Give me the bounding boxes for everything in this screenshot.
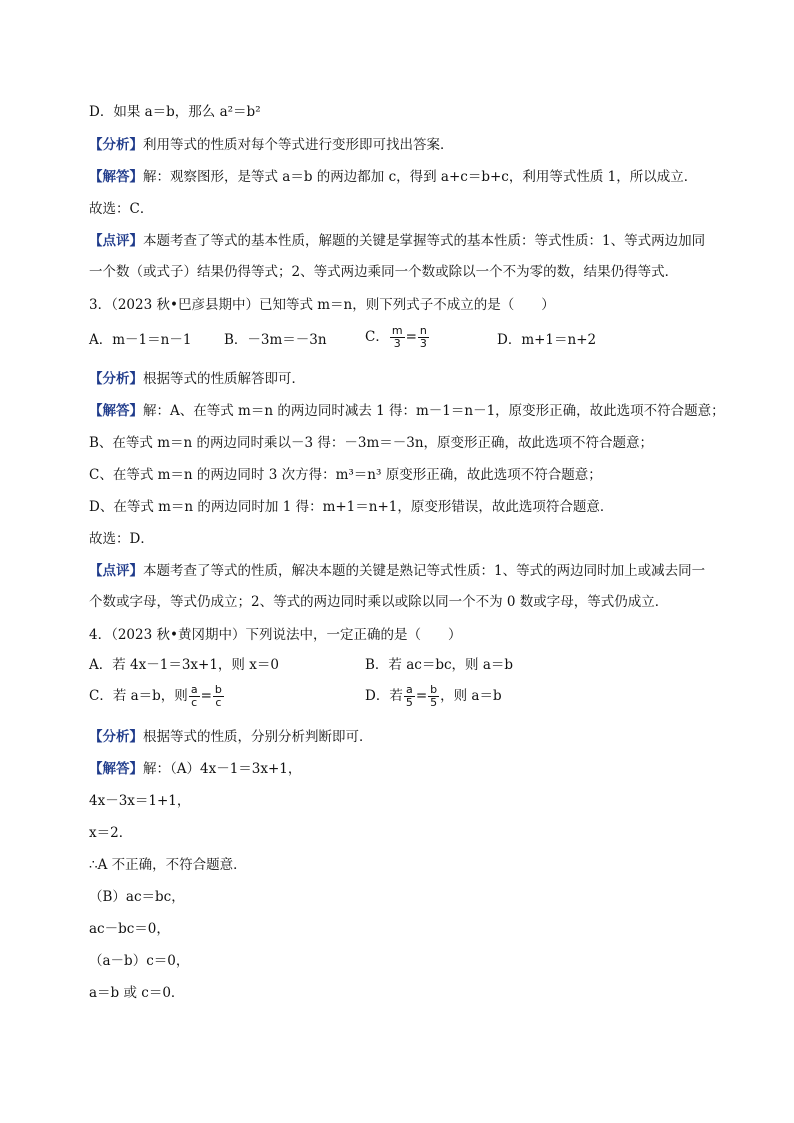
q3-answer-d: D、在等式 m＝n 的两边同时加 1 得：m+1＝n+1，原变形错误，故此选项符合题意． bbox=[89, 499, 614, 515]
fraction bbox=[189, 684, 200, 709]
fraction bbox=[428, 684, 439, 709]
fraction bbox=[418, 325, 429, 350]
fraction bbox=[390, 325, 405, 350]
numerator: b bbox=[428, 684, 439, 697]
analysis-tag: 【分析】 bbox=[89, 371, 143, 387]
answer-tag: 【解答】 bbox=[89, 403, 143, 419]
comment-tag: 【点评】 bbox=[89, 563, 143, 579]
answer-text: 解：（A）4x－1＝3x+1， bbox=[143, 761, 302, 777]
numerator: m bbox=[391, 324, 403, 337]
comment-tag: 【点评】 bbox=[89, 233, 143, 249]
q3-comment-cont: 个数或字母，等式仍成立；2、等式的两边同时乘以或除以同一个不为 0 数或字母，等式仍成立． bbox=[89, 594, 669, 610]
answer-tag: 【解答】 bbox=[89, 169, 143, 185]
option-d-suffix: ，则 a＝b bbox=[440, 688, 502, 704]
denominator: 3 bbox=[419, 337, 427, 350]
q3-options bbox=[0, 325, 794, 355]
q3-option-a: A．m－1＝n－1 bbox=[89, 332, 192, 348]
fraction bbox=[404, 684, 415, 709]
comment-text: 本题考查了等式的基本性质，解题的关键是掌握等式的基本性质：等式性质：1、等式两边加同 bbox=[143, 233, 706, 249]
q4-step: （B）ac＝bc， bbox=[89, 889, 185, 905]
q4-option-a: A．若 4x－1＝3x+1，则 x＝0 bbox=[89, 657, 279, 673]
q4-option-b: B．若 ac＝bc，则 a＝b bbox=[365, 657, 514, 673]
numerator: a bbox=[404, 684, 415, 697]
equals-sign: = bbox=[200, 688, 212, 704]
q4-step: ∴A 不正确，不符合题意． bbox=[89, 857, 247, 873]
q3-comment bbox=[89, 562, 705, 580]
q2-comment bbox=[89, 232, 705, 250]
option-c-prefix: C． bbox=[365, 329, 389, 345]
q4-step: （a－b）c＝0， bbox=[89, 953, 190, 969]
q4-option-c bbox=[89, 684, 225, 709]
q3-answer bbox=[89, 402, 725, 420]
q2-option-d: D．如果 a＝b，那么 a²＝b² bbox=[89, 104, 261, 120]
denominator: 5 bbox=[405, 696, 413, 709]
comment-text: 本题考查了等式的性质，解决本题的关键是熟记等式性质：1、等式的两边同时加上或减去同一 bbox=[143, 563, 706, 579]
analysis-tag: 【分析】 bbox=[89, 729, 143, 745]
q3-choice: 故选：D． bbox=[89, 531, 154, 547]
answer-text: 解：观察图形，是等式 a＝b 的两边都加 c，得到 a+c＝b+c，利用等式性质 1，所以成立． bbox=[143, 169, 698, 185]
analysis-text: 根据等式的性质，分别分析判断即可． bbox=[143, 729, 373, 745]
q4-step: a＝b 或 c＝0． bbox=[89, 985, 185, 1001]
numerator: a bbox=[190, 683, 198, 696]
q4-step: ac－bc＝0， bbox=[89, 921, 170, 937]
q3-answer-c: C、在等式 m＝n 的两边同时 3 次方得：m³＝n³ 原变形正确，故此选项不符合题意； bbox=[89, 467, 602, 483]
q4-step: x＝2． bbox=[89, 825, 133, 841]
numerator: n bbox=[418, 325, 429, 338]
q4-options-cd bbox=[0, 682, 794, 716]
analysis-tag: 【分析】 bbox=[89, 137, 143, 153]
answer-tag: 【解答】 bbox=[89, 761, 143, 777]
q3-option-d: D．m+1＝n+2 bbox=[497, 332, 597, 348]
q2-comment-cont: 一个数（或式子）结果仍得等式；2、等式两边乘同一个数或除以一个不为零的数，结果仍得等式． bbox=[89, 264, 679, 280]
q2-choice: 故选：C． bbox=[89, 201, 154, 217]
q4-answer bbox=[89, 760, 301, 778]
equals-sign: = bbox=[405, 329, 417, 345]
answer-text: 解：A、在等式 m＝n 的两边同时减去 1 得：m－1＝n－1，原变形正确，故此选项不符合题意； bbox=[143, 403, 725, 419]
analysis-text: 根据等式的性质解答即可． bbox=[143, 371, 305, 387]
denominator: c bbox=[191, 696, 198, 709]
equals-sign: = bbox=[415, 688, 428, 704]
q3-option-b: B．－3m＝－3n bbox=[224, 332, 327, 348]
q4-stem: 4．（2023 秋•黄冈期中）下列说法中，一定正确的是（ ） bbox=[89, 627, 462, 643]
q2-answer bbox=[89, 168, 697, 186]
q3-stem: 3．（2023 秋•巴彦县期中）已知等式 m＝n，则下列式子不成立的是（ ） bbox=[89, 297, 555, 313]
q4-option-d bbox=[365, 684, 502, 709]
q4-step: 4x－3x＝1+1， bbox=[89, 793, 191, 809]
numerator: b bbox=[214, 683, 222, 696]
denominator: 5 bbox=[430, 696, 438, 709]
q3-analysis bbox=[89, 370, 305, 388]
denominator: 3 bbox=[393, 337, 401, 350]
option-c-prefix: C．若 a＝b，则 bbox=[89, 688, 188, 704]
option-d-prefix: D．若 bbox=[365, 688, 403, 704]
q4-analysis bbox=[89, 728, 373, 746]
q2-analysis bbox=[89, 136, 454, 154]
denominator: c bbox=[215, 696, 222, 709]
analysis-text: 利用等式的性质对每个等式进行变形即可找出答案． bbox=[143, 137, 454, 153]
q3-answer-b: B、在等式 m＝n 的两边同时乘以－3 得：－3m＝－3n，原变形正确，故此选项不符合题意； bbox=[89, 435, 654, 451]
q3-option-c bbox=[365, 325, 430, 350]
fraction bbox=[213, 684, 224, 709]
